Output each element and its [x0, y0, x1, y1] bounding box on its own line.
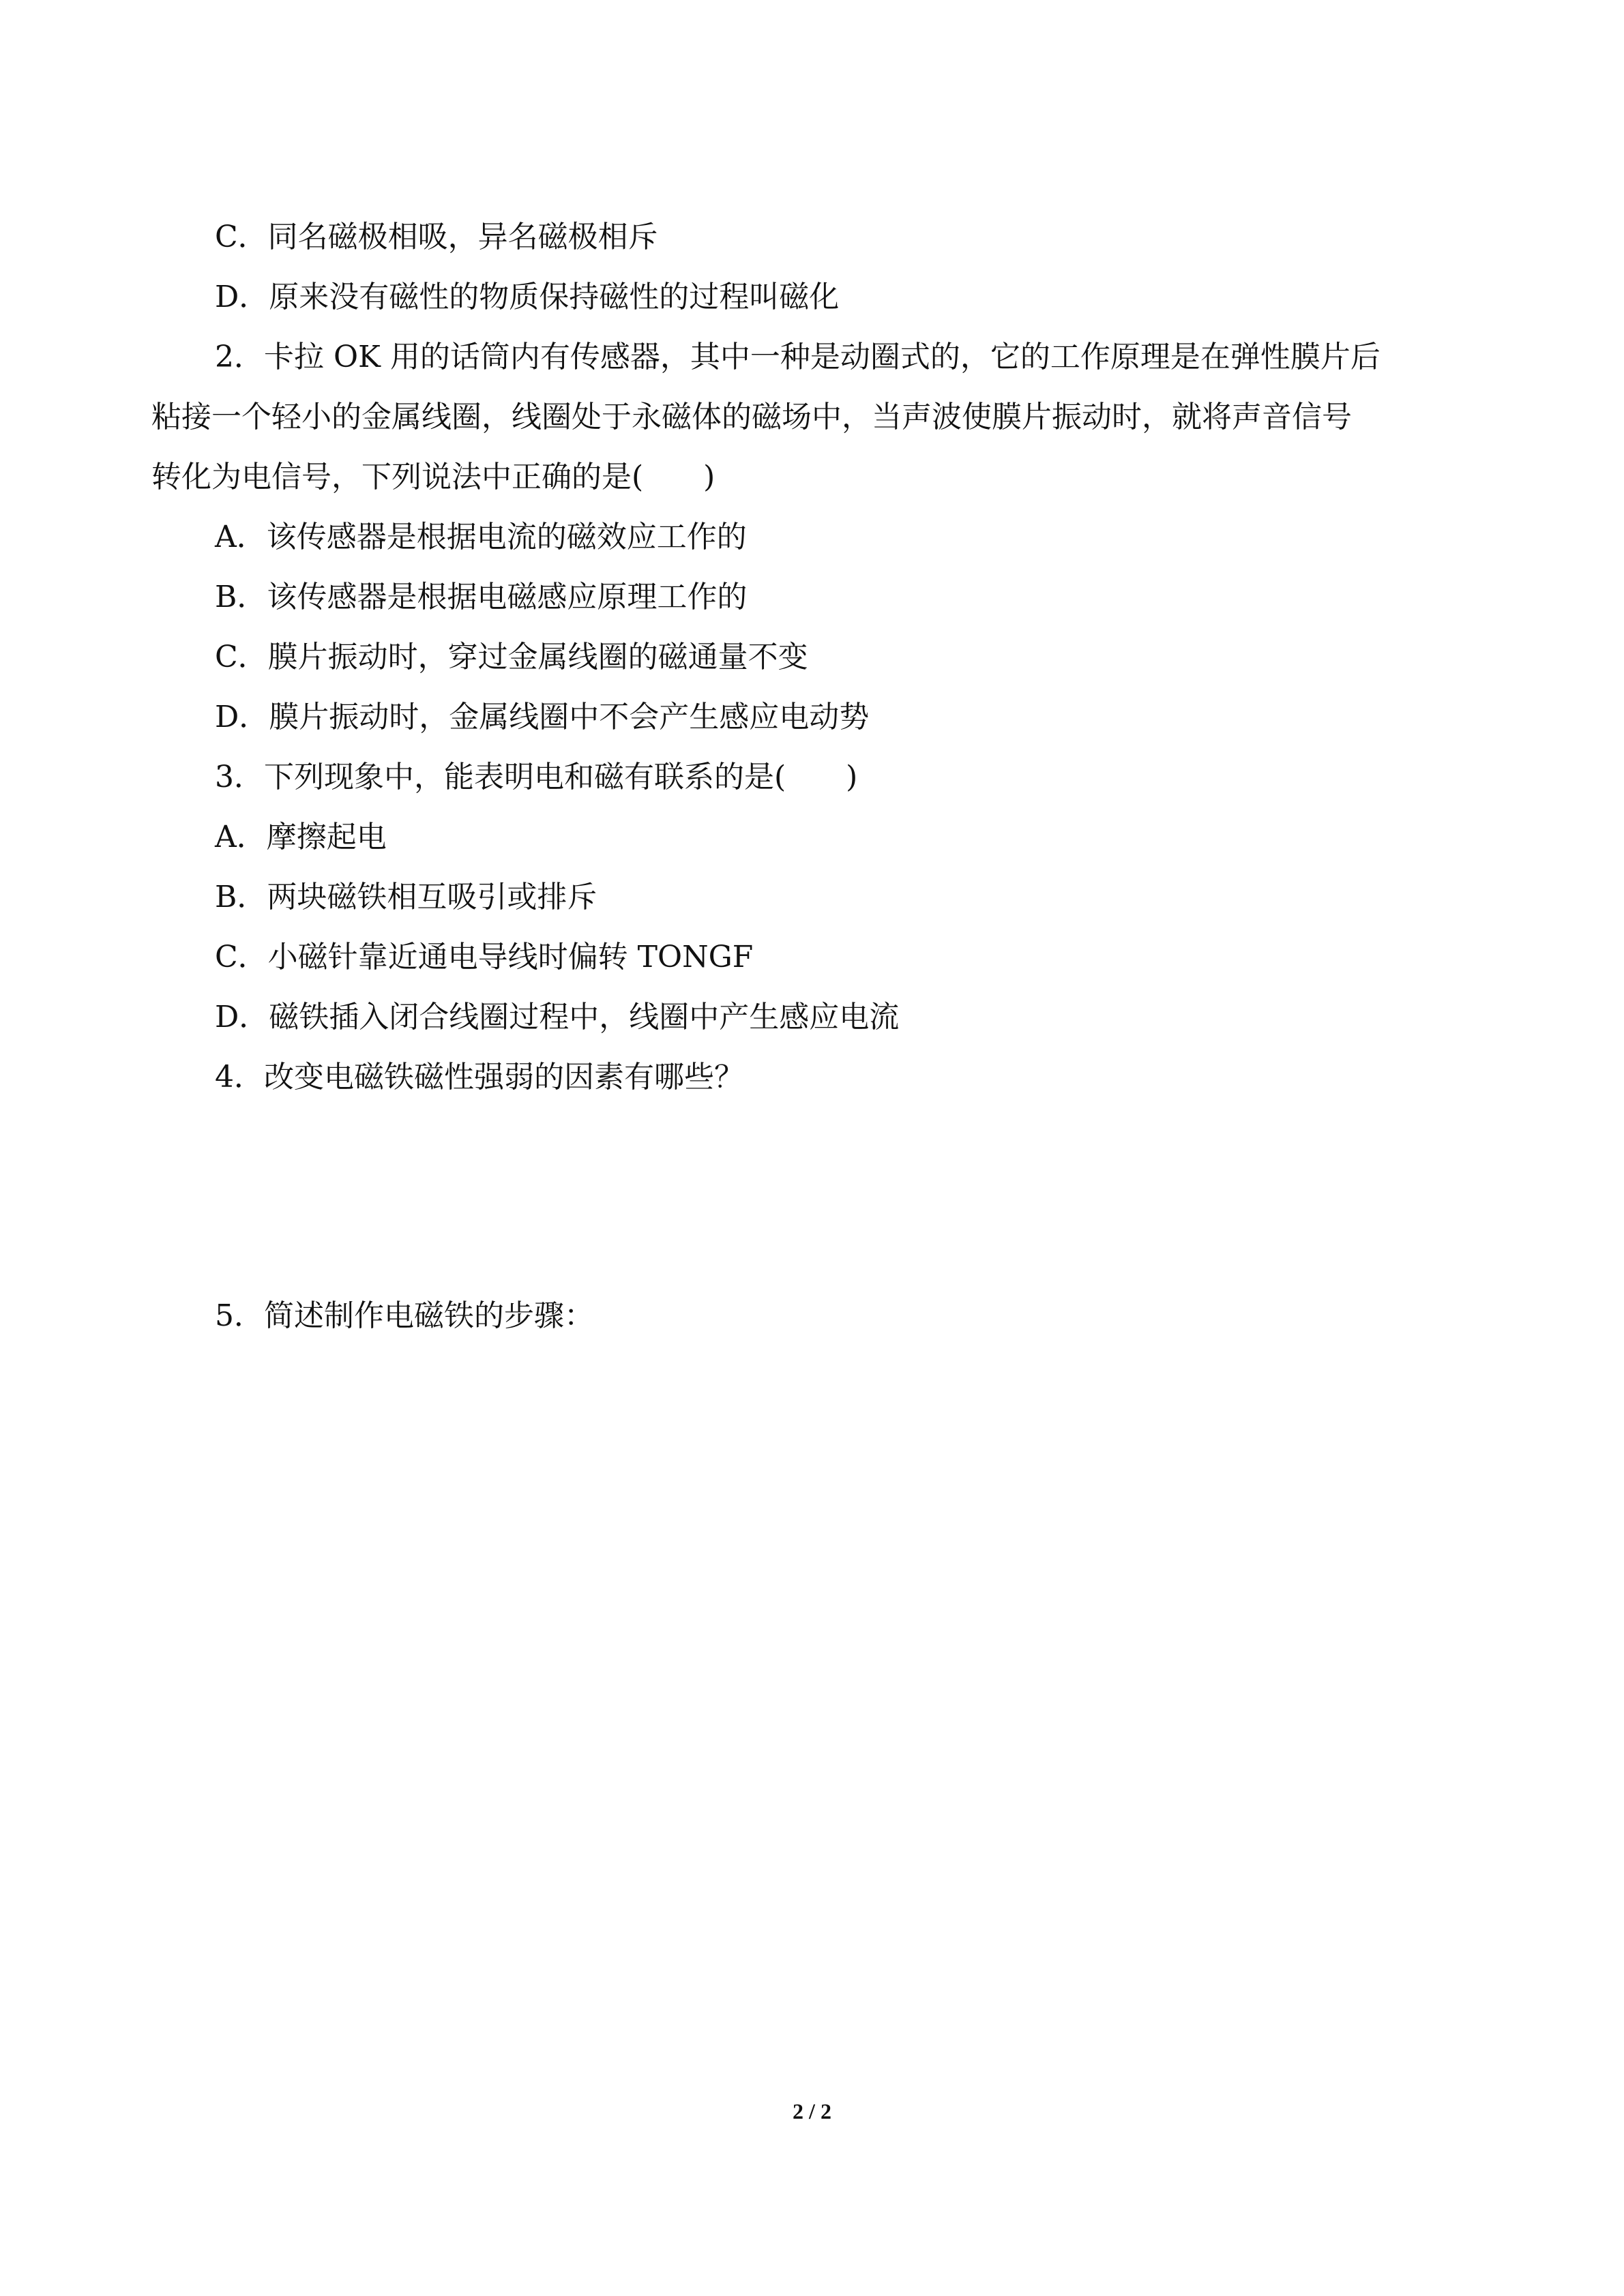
q1-option-d: D．原来没有磁性的物质保持磁性的过程叫磁化	[215, 280, 840, 314]
q2-option-a: A．该传感器是根据电流的磁效应工作的	[215, 520, 747, 554]
q5-stem: 5．简述制作电磁铁的步骤：	[215, 1298, 594, 1333]
page-number: 2 / 2	[793, 2099, 831, 2123]
q3-option-c: C．小磁针靠近通电导线时偏转 TONGF	[215, 940, 754, 974]
q3-option-b: B．两块磁铁相互吸引或排斥	[215, 880, 597, 914]
q2-stem-line-2: 粘接一个轻小的金属线圈，线圈处于永磁体的磁场中，当声波使膜片振动时，就将声音信号	[151, 400, 1352, 434]
q1-option-c: C．同名磁极相吸，异名磁极相斥	[215, 220, 658, 254]
q2-stem-line-1: 2．卡拉 OK 用的话筒内有传感器，其中一种是动圈式的，它的工作原理是在弹性膜片后	[215, 340, 1381, 374]
q2-option-c: C．膜片振动时，穿过金属线圈的磁通量不变	[215, 640, 808, 674]
q4-stem: 4．改变电磁铁磁性强弱的因素有哪些？	[215, 1060, 744, 1094]
q3-stem: 3．下列现象中，能表明电和磁有联系的是( )	[215, 760, 858, 794]
q3-option-d: D．磁铁插入闭合线圈过程中，线圈中产生感应电流	[215, 1000, 900, 1034]
q2-option-b: B．该传感器是根据电磁感应原理工作的	[215, 580, 748, 614]
q2-option-d: D．膜片振动时，金属线圈中不会产生感应电动势	[215, 700, 870, 734]
q3-option-a: A．摩擦起电	[215, 820, 387, 854]
q2-stem-line-3: 转化为电信号，下列说法中正确的是( )	[151, 460, 715, 494]
